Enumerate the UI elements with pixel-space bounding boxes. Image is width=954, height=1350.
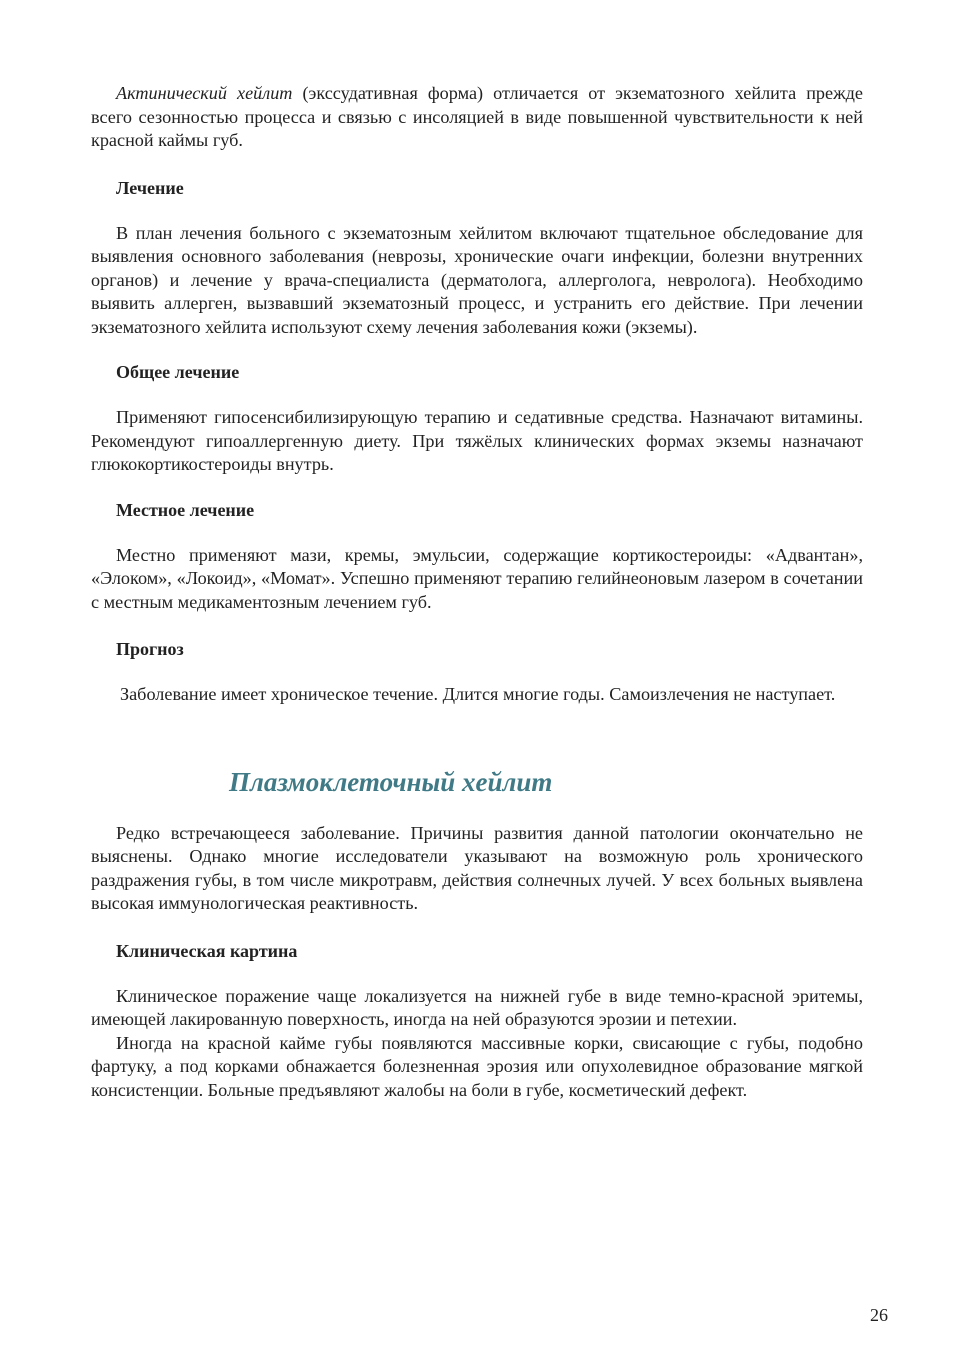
plasma-cell-intro-paragraph: Редко встречающееся заболевание. Причины развития данной патологии окончательно не выяснены. Однако многие исследователи указывают на возможную роль хронического раздражения губы, в том числе микротравм, действия солнечных лучей. У всех больных выявлена высокая иммунологическая реактивность. [91,822,863,913]
clinical-picture-heading: Клиническая картина [116,940,298,961]
general-treatment-paragraph: Применяют гипосенсибилизирующую терапию и седативные средства. Назначают витамины. Рекомендуют гипоаллергенную диету. При тяжёлых клинических формах экземы назначают глюкокортикостероиды внутрь. [91,407,863,474]
prognosis-heading: Прогноз [116,639,184,659]
clinical-paragraph-1: Клиническое поражение чаще локализуется на нижней губе в виде темно-красной эритемы, имеющей лакированную поверхность, иногда на ней образуются эрозии и петехии. [91,985,863,1029]
actinic-cheilitis-paragraph [91,82,863,153]
page-number: 26 [870,1305,888,1325]
local-treatment-heading: Местное лечение [116,499,255,520]
clinical-paragraph-2: Иногда на красной кайме губы появляются массивные корки, свисающие с губы, подобно фартуку, а под корками обнажается болезненная эрозия или опухолевидное образование мягкой консистенции. Больные предъявляют жалобы на боли в губе, косметический дефект. [91,1032,863,1100]
local-treatment-paragraph: Местно применяют мази, кремы, эмульсии, содержащие кортикостероиды: «Адвантан», «Элоком», «Локоид», «Момат». Успешно применяют терапию гелийнеоновым лазером в сочетании с местным медикаментозным лечением губ. [91,544,863,612]
actinic-cheilitis-text: (экссудативная форма) отличается от экзематозного хейлита прежде всего сезонностью процесса и связью с инсоляцией в виде повышенной чувствительности к ней красной каймы губ. [91,83,863,150]
prognosis-paragraph: Заболевание имеет хроническое течение. Длится многие годы. Самоизлечения не наступает. [120,684,836,704]
actinic-cheilitis-term: Актинический хейлит [116,83,293,103]
page-content [91,82,863,1102]
treatment-paragraph: В план лечения больного с экзематозным хейлитом включают тщательное обследование для выявления основного заболевания (неврозы, хронические очаги инфекции, болезни внутренних органов) и лечение у врача-специалиста (дерматолога, аллерголога, невролога). Необходимо выявить аллерген, вызвавший экзематозный процесс, и устранить его действие. При лечении экзематозного хейлита используют схему лечения заболевания кожи (экземы). [91,222,863,337]
section-title: Плазмоклеточный хейлит [229,766,553,797]
general-treatment-heading: Общее лечение [116,362,240,382]
treatment-heading: Лечение [116,177,184,198]
